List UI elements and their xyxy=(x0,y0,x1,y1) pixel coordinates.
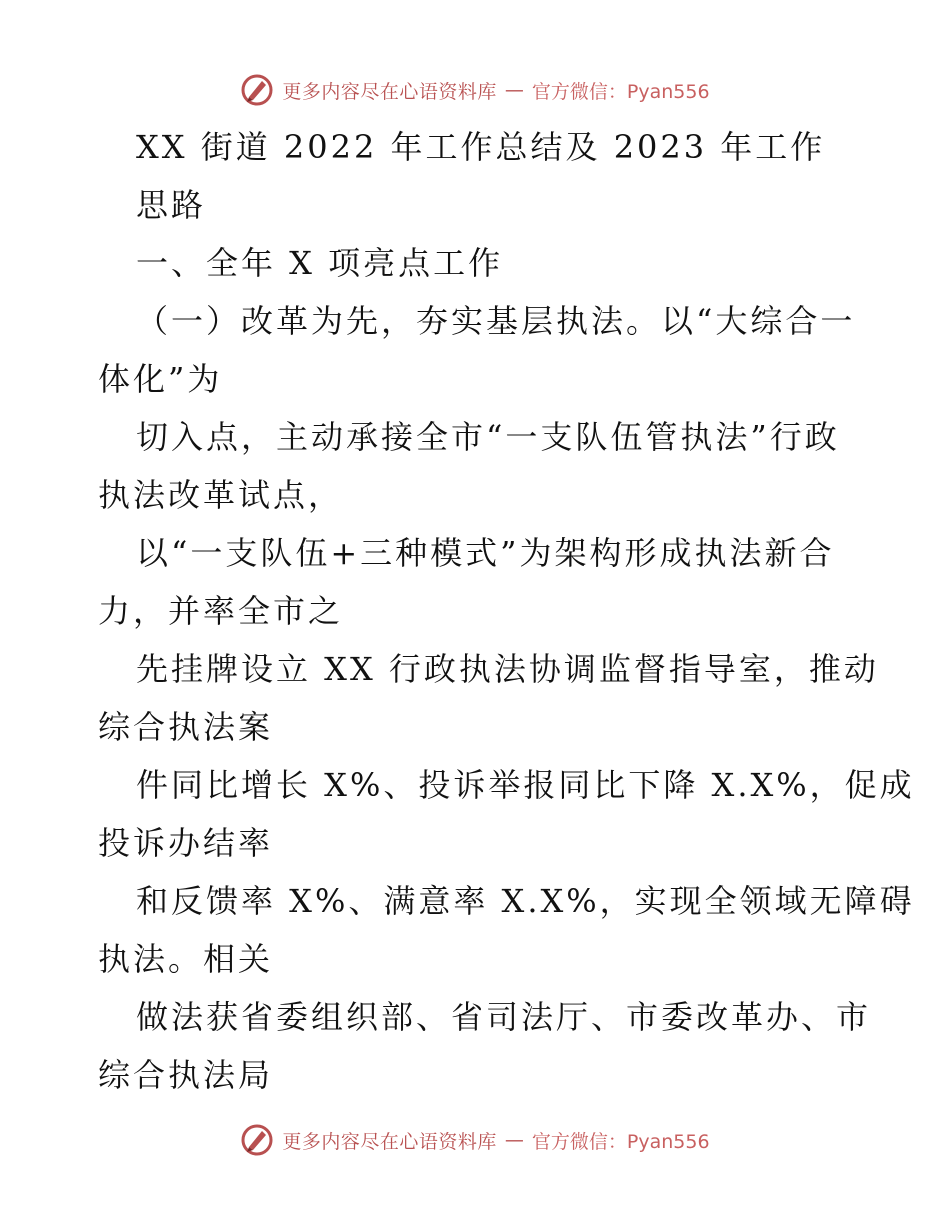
paragraph-line: 执法改革试点， xyxy=(98,476,344,514)
paragraph-line: 切入点，主动承接全市“一支队伍管执法”行政 xyxy=(136,418,840,456)
wechat-text: 官方微信：Pyan556 xyxy=(531,80,710,103)
paragraph-line: 做法获省委组织部、省司法厅、市委改革办、市 xyxy=(136,998,872,1036)
document-title-cont: 思路 xyxy=(136,186,207,224)
paragraph-line: 以“一支队伍+三种模式”为架构形成执法新合 xyxy=(136,534,835,572)
banner-text: 更多内容尽在心语资料库 xyxy=(282,1130,497,1153)
paragraph-line: 和反馈率 X%、满意率 X.X%，实现全领域无障碍 xyxy=(136,882,915,920)
banner-separator: — xyxy=(504,79,524,101)
document-body xyxy=(98,118,915,1104)
paragraph-line: 体化”为 xyxy=(98,360,223,398)
logo-icon xyxy=(240,1123,274,1157)
section-heading: 一、全年 X 项亮点工作 xyxy=(136,244,504,282)
footer-banner xyxy=(0,1120,950,1160)
banner-separator: — xyxy=(504,1129,524,1151)
paragraph-line: 综合执法局 xyxy=(98,1056,274,1094)
document-title: XX 街道 2022 年工作总结及 2023 年工作 xyxy=(136,128,826,166)
wechat-text: 官方微信：Pyan556 xyxy=(531,1130,710,1153)
paragraph-line: 先挂牌设立 XX 行政执法协调监督指导室，推动 xyxy=(136,650,879,688)
header-banner xyxy=(0,70,950,110)
logo-icon xyxy=(240,73,274,107)
paragraph-line: 投诉办结率 xyxy=(98,824,274,862)
banner-text: 更多内容尽在心语资料库 xyxy=(282,80,497,103)
paragraph-line: 综合执法案 xyxy=(98,708,274,746)
paragraph-line: 件同比增长 X%、投诉举报同比下降 X.X%，促成 xyxy=(136,766,915,804)
paragraph-line: 力，并率全市之 xyxy=(98,592,344,630)
paragraph-line: 执法。相关 xyxy=(98,940,274,978)
paragraph-line: （一）改革为先，夯实基层执法。以“大综合一 xyxy=(136,302,856,340)
